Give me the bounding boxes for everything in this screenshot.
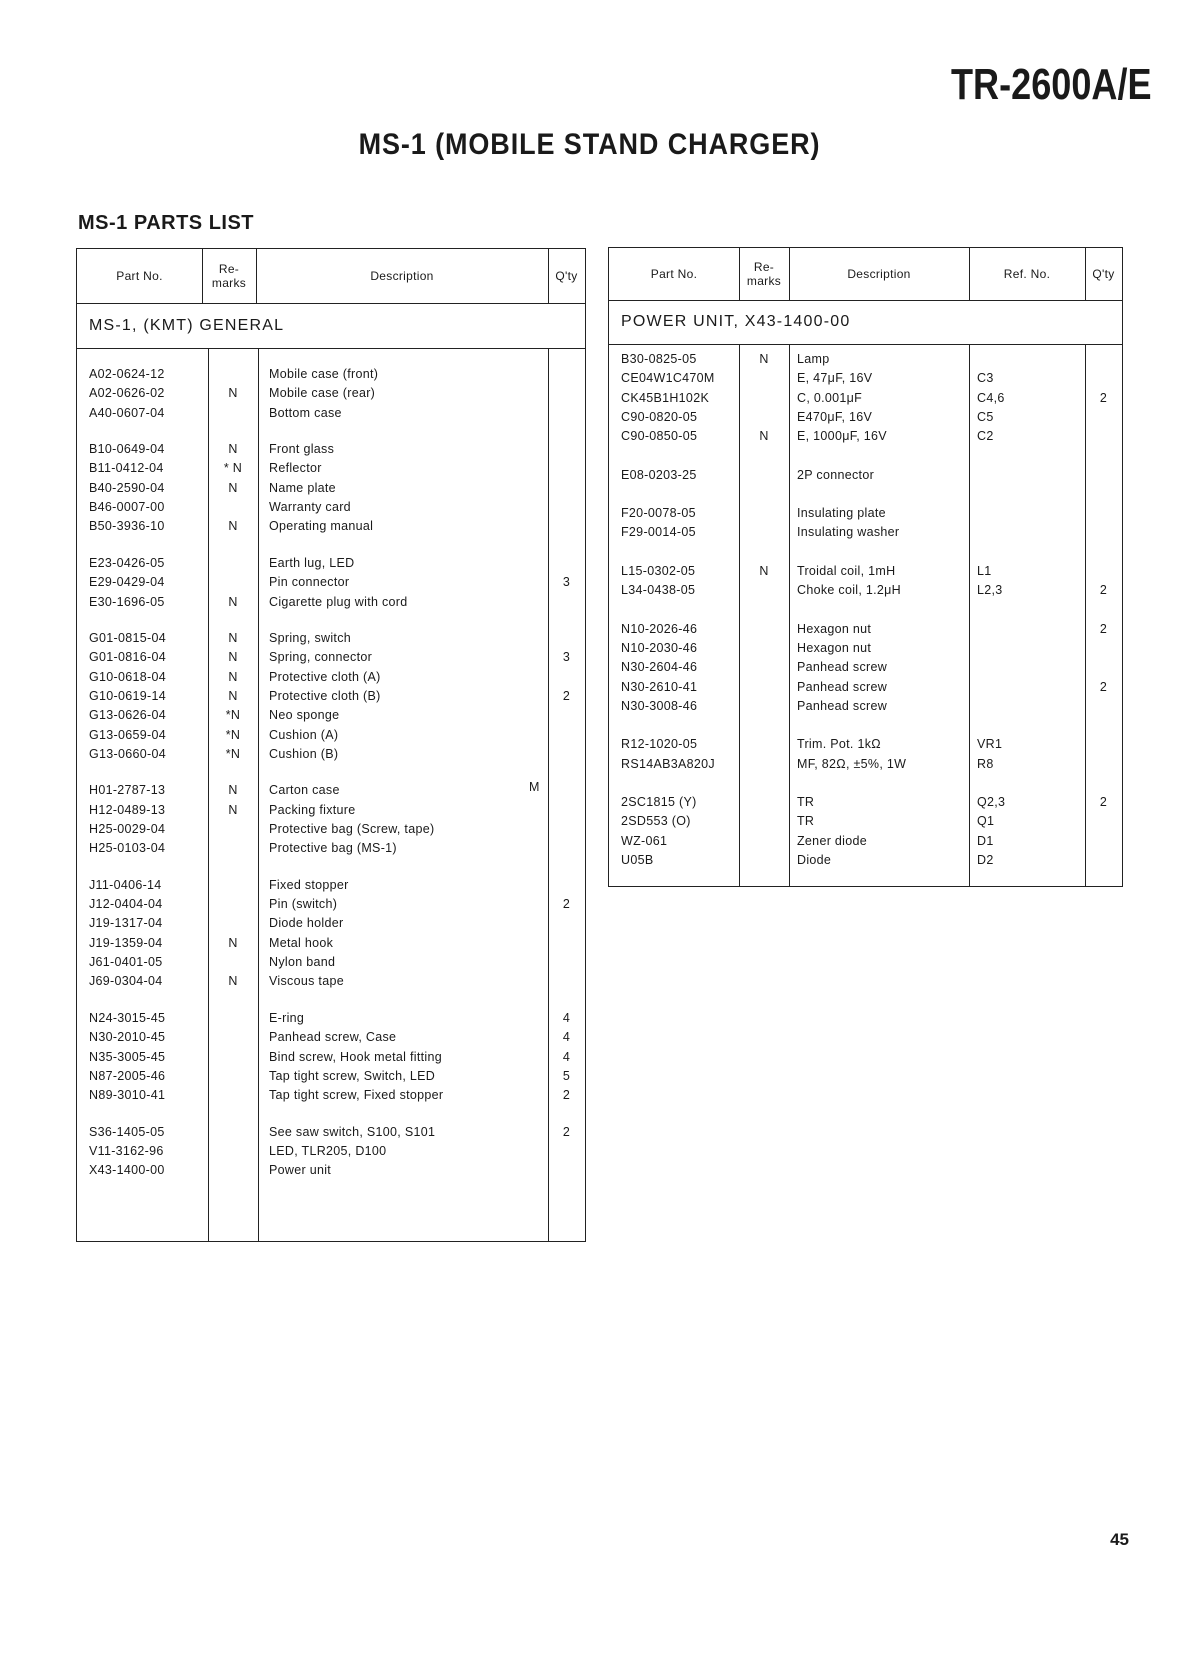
description: Neo sponge	[269, 708, 340, 723]
part-number: B50-3936-10	[89, 519, 165, 534]
table-row	[77, 839, 585, 858]
description: Tap tight screw, Switch, LED	[269, 1068, 436, 1083]
description: Panhead screw	[797, 679, 888, 694]
description: Protective bag (MS-1)	[269, 841, 397, 856]
part-number: L15-0302-05	[621, 563, 696, 578]
description: Protective cloth (B)	[269, 688, 381, 703]
quantity: 2	[1099, 794, 1108, 809]
table-row	[609, 581, 1122, 600]
section-title: POWER UNIT, X43-1400-00	[609, 300, 1122, 345]
remarks: N	[228, 669, 238, 684]
remarks: *N	[225, 727, 241, 742]
table-body	[77, 349, 585, 1241]
description: Metal hook	[269, 935, 334, 950]
ref-number: L2,3	[977, 583, 1003, 598]
part-number: J19-1317-04	[89, 916, 163, 931]
description: Tap tight screw, Fixed stopper	[269, 1088, 444, 1103]
part-number: 2SD553 (O)	[621, 814, 691, 829]
table-row	[77, 1009, 585, 1028]
description: Lamp	[797, 352, 830, 366]
table-row	[77, 1142, 585, 1161]
table-row	[609, 678, 1122, 697]
header-qty: Q'ty	[1092, 267, 1115, 281]
quantity: 4	[562, 1030, 571, 1045]
part-number: B11-0412-04	[89, 461, 164, 476]
part-number: G13-0660-04	[89, 746, 166, 761]
power-unit-parts-table	[608, 247, 1123, 887]
table-row	[77, 593, 585, 612]
ref-number: Q1	[977, 814, 995, 829]
description: Panhead screw	[797, 660, 888, 675]
remarks: N	[228, 650, 238, 665]
description: Hexagon nut	[797, 621, 872, 636]
description: MF, 82Ω, ±5%, 1W	[797, 756, 907, 771]
table-row	[609, 620, 1122, 639]
part-number: X43-1400-00	[89, 1163, 165, 1178]
table-row	[609, 466, 1122, 485]
quantity: 2	[1099, 679, 1108, 694]
description: Insulating plate	[797, 506, 886, 521]
part-number: J12-0404-04	[89, 897, 163, 912]
part-number: C90-0850-05	[621, 429, 698, 444]
part-number: N24-3015-45	[89, 1010, 166, 1025]
quantity: 2	[562, 1124, 571, 1139]
remarks: *N	[225, 708, 241, 723]
header-ref-no: Ref. No.	[1003, 267, 1051, 281]
ref-number: D2	[977, 853, 994, 867]
remarks: N	[228, 519, 238, 534]
description: Choke coil, 1.2μH	[797, 583, 902, 598]
description: Packing fixture	[269, 802, 356, 817]
description: Nylon band	[269, 955, 336, 970]
part-number: B46-0007-00	[89, 500, 165, 515]
ref-number: VR1	[977, 737, 1003, 752]
table-row	[77, 820, 585, 839]
table-row	[77, 895, 585, 914]
description: Spring, connector	[269, 650, 373, 665]
description: Bottom case	[269, 405, 342, 420]
ref-number: R8	[977, 756, 994, 771]
part-number: H25-0029-04	[89, 822, 166, 836]
table-row	[77, 876, 585, 895]
part-number: CE04W1C470M	[621, 371, 715, 386]
remarks: N	[759, 563, 769, 578]
part-number: H01-2787-13	[89, 783, 166, 798]
table-row	[77, 517, 585, 536]
part-number: N87-2005-46	[89, 1068, 166, 1083]
part-number: N89-3010-41	[89, 1088, 166, 1103]
part-number: B40-2590-04	[89, 480, 165, 495]
part-number: A40-0607-04	[89, 405, 165, 420]
description: Protective cloth (A)	[269, 669, 381, 684]
part-number: G13-0626-04	[89, 708, 166, 723]
table-row	[77, 479, 585, 498]
part-number: A02-0624-12	[89, 367, 165, 381]
description: Operating manual	[269, 519, 374, 534]
description: Hexagon nut	[797, 640, 872, 655]
part-number: B30-0825-05	[621, 352, 697, 366]
description: Mobile case (front)	[269, 367, 379, 381]
part-number: J69-0304-04	[89, 974, 163, 989]
part-number: H25-0103-04	[89, 841, 166, 856]
ref-number: C5	[977, 410, 994, 425]
table-row	[609, 350, 1122, 369]
table-row	[77, 404, 585, 423]
description: Spring, switch	[269, 630, 352, 645]
table-row	[609, 389, 1122, 408]
quantity: 2	[562, 1088, 571, 1103]
table-row	[77, 745, 585, 764]
section-title: MS-1, (KMT) GENERAL	[77, 303, 585, 349]
header-qty: Q'ty	[555, 269, 578, 283]
table-header	[609, 248, 1122, 301]
description: Troidal coil, 1mH	[797, 563, 896, 578]
table-row	[77, 554, 585, 573]
part-number: F20-0078-05	[621, 506, 696, 521]
table-body	[609, 345, 1122, 886]
part-number: G10-0619-14	[89, 688, 166, 703]
table-row	[77, 365, 585, 384]
description: Protective bag (Screw, tape)	[269, 822, 435, 836]
table-row	[609, 755, 1122, 774]
part-number: S36-1405-05	[89, 1124, 165, 1139]
remarks: N	[228, 594, 238, 609]
description: Carton case	[269, 783, 340, 798]
ref-number: C2	[977, 429, 994, 444]
remarks: * N	[223, 461, 243, 476]
table-row	[77, 1048, 585, 1067]
page-number: 45	[1110, 1530, 1129, 1549]
table-row	[77, 781, 585, 800]
description: Diode holder	[269, 916, 344, 931]
description: 2P connector	[797, 467, 875, 482]
table-row	[609, 562, 1122, 581]
header-part-no: Part No.	[116, 269, 163, 283]
table-row	[77, 1067, 585, 1086]
description: E, 47μF, 16V	[797, 371, 873, 386]
part-number: G01-0816-04	[89, 650, 166, 665]
part-number: E23-0426-05	[89, 555, 165, 570]
part-number: N30-2604-46	[621, 660, 698, 675]
table-row	[77, 1028, 585, 1047]
quantity: 4	[562, 1010, 571, 1025]
remarks: N	[228, 688, 238, 703]
table-row	[77, 972, 585, 991]
description: Reflector	[269, 461, 322, 476]
description: C, 0.001μF	[797, 390, 863, 405]
table-row	[77, 668, 585, 687]
description: E, 1000μF, 16V	[797, 429, 887, 444]
description: Panhead screw, Case	[269, 1030, 397, 1045]
table-row	[77, 384, 585, 403]
part-number: CK45B1H102K	[621, 390, 710, 405]
part-number: L34-0438-05	[621, 583, 696, 598]
description: Cushion (B)	[269, 746, 339, 761]
table-row	[77, 573, 585, 592]
table-row	[609, 658, 1122, 677]
part-number: G10-0618-04	[89, 669, 166, 684]
header-remarks: Re- marks	[211, 262, 247, 290]
description: E-ring	[269, 1010, 305, 1025]
remarks: N	[228, 802, 238, 817]
remarks: N	[759, 429, 769, 444]
part-number: F29-0014-05	[621, 525, 696, 540]
part-number: N30-2010-45	[89, 1030, 166, 1045]
model-number: TR-2600A/E	[951, 60, 1152, 109]
quantity: 3	[562, 575, 571, 590]
remarks: N	[228, 935, 238, 950]
table-row	[77, 1086, 585, 1105]
quantity: 2	[562, 897, 571, 912]
part-number: N30-3008-46	[621, 698, 698, 713]
table-row	[609, 504, 1122, 523]
table-row	[609, 408, 1122, 427]
part-number: 2SC1815 (Y)	[621, 794, 697, 809]
table-row	[609, 851, 1122, 870]
quantity: 2	[1099, 583, 1108, 598]
table-row	[77, 706, 585, 725]
table-row	[77, 629, 585, 648]
description: Cushion (A)	[269, 727, 339, 742]
header-description: Description	[370, 269, 434, 283]
part-number: C90-0820-05	[621, 410, 698, 425]
ref-number: D1	[977, 833, 994, 848]
part-number: RS14AB3A820J	[621, 756, 715, 771]
part-number: J11-0406-14	[89, 877, 162, 892]
remarks: N	[759, 352, 769, 366]
header-remarks: Re- marks	[746, 260, 782, 288]
description: Fixed stopper	[269, 877, 349, 892]
description: Viscous tape	[269, 974, 344, 989]
part-number: A02-0626-02	[89, 386, 165, 401]
remarks: N	[228, 442, 238, 457]
ref-number: L1	[977, 563, 992, 578]
description: Earth lug, LED	[269, 555, 355, 570]
page-title: MS-1 (MOBILE STAND CHARGER)	[358, 128, 821, 161]
part-number: J61-0401-05	[89, 955, 163, 970]
description: Panhead screw	[797, 698, 888, 713]
table-row	[77, 648, 585, 667]
part-number: N35-3005-45	[89, 1049, 166, 1064]
table-row	[77, 914, 585, 933]
description: Front glass	[269, 442, 335, 457]
quantity: 4	[562, 1049, 571, 1064]
part-number: E08-0203-25	[621, 467, 697, 482]
ref-number: C4,6	[977, 390, 1005, 405]
table-row	[609, 793, 1122, 812]
remarks: N	[228, 480, 238, 495]
remarks: N	[228, 783, 238, 798]
description: Bind screw, Hook metal fitting	[269, 1049, 442, 1064]
remarks: *N	[225, 746, 241, 761]
part-number: G01-0815-04	[89, 630, 166, 645]
table-row	[609, 523, 1122, 542]
description: Insulating washer	[797, 525, 900, 540]
description: Warranty card	[269, 500, 351, 515]
remarks: N	[228, 386, 238, 401]
part-number: B10-0649-04	[89, 442, 165, 457]
table-row	[609, 832, 1122, 851]
description: LED, TLR205, D100	[269, 1143, 387, 1158]
part-number: N10-2026-46	[621, 621, 698, 636]
description: Trim. Pot. 1kΩ	[797, 737, 881, 752]
remarks: N	[228, 630, 238, 645]
table-row	[77, 687, 585, 706]
table-row	[77, 440, 585, 459]
description: Diode	[797, 853, 832, 867]
description: E470μF, 16V	[797, 410, 873, 425]
general-parts-table	[76, 248, 586, 1242]
table-row	[77, 726, 585, 745]
parts-list-heading: MS-1 PARTS LIST	[78, 212, 255, 234]
part-number: N10-2030-46	[621, 640, 698, 655]
table-row	[609, 639, 1122, 658]
ref-number: Q2,3	[977, 794, 1006, 809]
remarks: N	[228, 974, 238, 989]
quantity: 2	[562, 688, 571, 703]
table-row	[609, 812, 1122, 831]
description: Mobile case (rear)	[269, 386, 376, 401]
table-row	[77, 1123, 585, 1142]
table-row	[77, 1161, 585, 1180]
part-number: E30-1696-05	[89, 594, 165, 609]
table-header	[77, 249, 585, 304]
table-row	[77, 498, 585, 517]
description: See saw switch, S100, S101	[269, 1124, 436, 1139]
description: Power unit	[269, 1163, 332, 1178]
table-row	[609, 427, 1122, 446]
part-number: N30-2610-41	[621, 679, 698, 694]
header-part-no: Part No.	[650, 267, 698, 281]
row-mark: M	[529, 780, 540, 795]
description: Pin (switch)	[269, 897, 338, 912]
description: Zener diode	[797, 833, 868, 848]
table-row	[609, 369, 1122, 388]
table-row	[609, 697, 1122, 716]
description: TR	[797, 814, 815, 829]
part-number: H12-0489-13	[89, 802, 166, 817]
table-row	[77, 953, 585, 972]
part-number: J19-1359-04	[89, 935, 163, 950]
part-number: E29-0429-04	[89, 575, 165, 590]
quantity: 5	[562, 1068, 571, 1083]
part-number: R12-1020-05	[621, 737, 698, 752]
part-number: U05B	[621, 853, 654, 867]
table-row	[77, 934, 585, 953]
description: Pin connector	[269, 575, 350, 590]
part-number: V11-3162-96	[89, 1143, 164, 1158]
header-description: Description	[847, 267, 911, 281]
description: Cigarette plug with cord	[269, 594, 408, 609]
description: TR	[797, 794, 815, 809]
part-number: G13-0659-04	[89, 727, 166, 742]
table-row	[77, 459, 585, 478]
ref-number: C3	[977, 371, 994, 386]
table-row	[77, 801, 585, 820]
quantity: 2	[1099, 390, 1108, 405]
quantity: 3	[562, 650, 571, 665]
description: Name plate	[269, 480, 336, 495]
table-row	[609, 735, 1122, 754]
quantity: 2	[1099, 621, 1108, 636]
part-number: WZ-061	[621, 833, 668, 848]
